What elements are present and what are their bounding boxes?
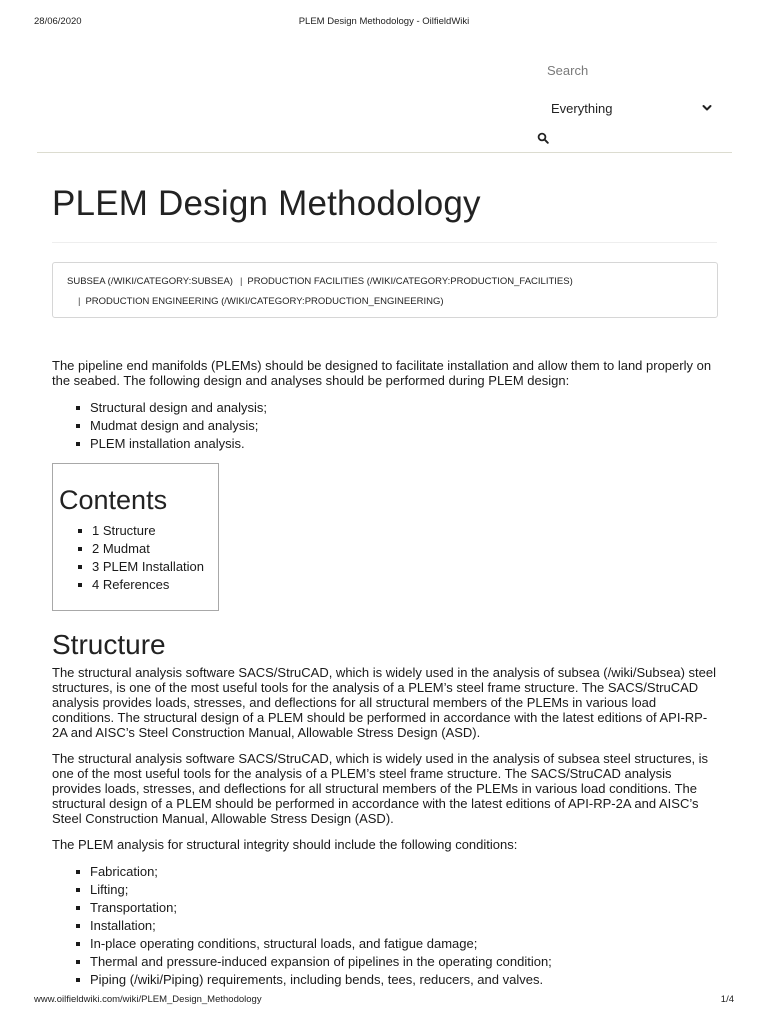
intro-paragraph: The pipeline end manifolds (PLEMs) should be designed to facilitate installation and allow them to land properly on the seabed. The following design and analyses should be performed during PLEM design: <box>52 358 712 388</box>
toc-link-plem-installation[interactable]: 3 PLEM Installation <box>92 559 205 574</box>
search-scope-value: Everything <box>551 100 613 116</box>
toc-title: Contents <box>59 485 168 515</box>
page-title: PLEM Design Methodology <box>52 184 481 223</box>
list-item: Installation; <box>74 917 718 935</box>
category-link-production-engineering[interactable]: PRODUCTION ENGINEERING (/WIKI/CATEGORY:PRODUCTION_ENGINEERING) <box>85 296 444 307</box>
search-button[interactable] <box>535 130 551 146</box>
toc-link-references[interactable]: 4 References <box>92 577 170 592</box>
category-links <box>52 262 718 318</box>
list-item: PLEM installation analysis. <box>74 435 718 453</box>
category-separator: | <box>239 276 243 287</box>
search-scope-select[interactable] <box>541 96 721 120</box>
toc-item <box>76 576 218 594</box>
print-date: 28/06/2020 <box>34 16 82 27</box>
print-header <box>34 16 734 30</box>
category-separator: | <box>78 296 81 307</box>
list-item: In-place operating conditions, structural loads, and fatigue damage; <box>74 935 718 953</box>
header-divider <box>37 152 732 153</box>
section-heading-structure: Structure <box>52 629 166 660</box>
search-icon <box>537 132 549 144</box>
list-item: Fabrication; <box>74 863 718 881</box>
print-footer <box>34 994 734 1008</box>
structure-paragraph: The PLEM analysis for structural integrity should include the following conditions: <box>52 837 518 852</box>
title-divider <box>52 242 717 243</box>
toc-list <box>59 522 218 594</box>
print-url: www.oilfieldwiki.com/wiki/PLEM_Design_Methodology <box>34 994 262 1005</box>
structure-paragraph: The structural analysis software SACS/StruCAD, which is widely used in the analysis of subsea (/wiki/Subsea) steel structures, is one of the most useful tools for the analysis of a PLEM’s steel frame structure. The SACS/StruCAD analysis provides loads, stresses, and deflections for all structural members of the PLEMs in various load conditions. The structural design of a PLEM should be performed in accordance with the latest editions of API-RP-2A and AISC’s Steel Construction Manual, Allowable Stress Design (ASD). <box>52 665 717 740</box>
search-label: Search <box>547 63 589 78</box>
toc-item <box>76 558 218 576</box>
toc-item <box>76 522 218 540</box>
category-link-production-facilities[interactable]: PRODUCTION FACILITIES (/WIKI/CATEGORY:PRODUCTION_FACILITIES) <box>247 276 573 287</box>
conditions-list <box>52 863 718 989</box>
print-doc-title: PLEM Design Methodology - OilfieldWiki <box>298 16 470 27</box>
list-item: Structural design and analysis; <box>74 399 718 417</box>
toc-link-mudmat[interactable]: 2 Mudmat <box>92 541 150 556</box>
intro-list <box>52 399 718 453</box>
list-item: Piping (/wiki/Piping) requirements, including bends, tees, reducers, and valves. <box>74 971 718 989</box>
article-body <box>52 358 718 1001</box>
list-item: Transportation; <box>74 899 718 917</box>
print-page-number: 1/4 <box>720 994 734 1005</box>
toc-item <box>76 540 218 558</box>
table-of-contents <box>52 463 219 611</box>
list-item: Mudmat design and analysis; <box>74 417 718 435</box>
list-item: Thermal and pressure-induced expansion of pipelines in the operating condition; <box>74 953 718 971</box>
category-link-subsea[interactable]: SUBSEA (/WIKI/CATEGORY:SUBSEA) <box>67 276 233 287</box>
chevron-down-icon <box>701 102 713 114</box>
toc-link-structure[interactable]: 1 Structure <box>92 523 156 538</box>
list-item: Lifting; <box>74 881 718 899</box>
structure-paragraph: The structural analysis software SACS/StruCAD, which is widely used in the analysis of subsea steel structures, is one of the most useful tools for the analysis of a PLEM’s steel frame structure. The SACS/StruCAD analysis provides loads, stresses, and deflections for all structural members of the PLEMs in various load conditions. The structural design of a PLEM should be performed in accordance with the latest editions of API-RP-2A and AISC’s Steel Construction Manual, Allowable Stress Design (ASD). <box>52 751 709 826</box>
